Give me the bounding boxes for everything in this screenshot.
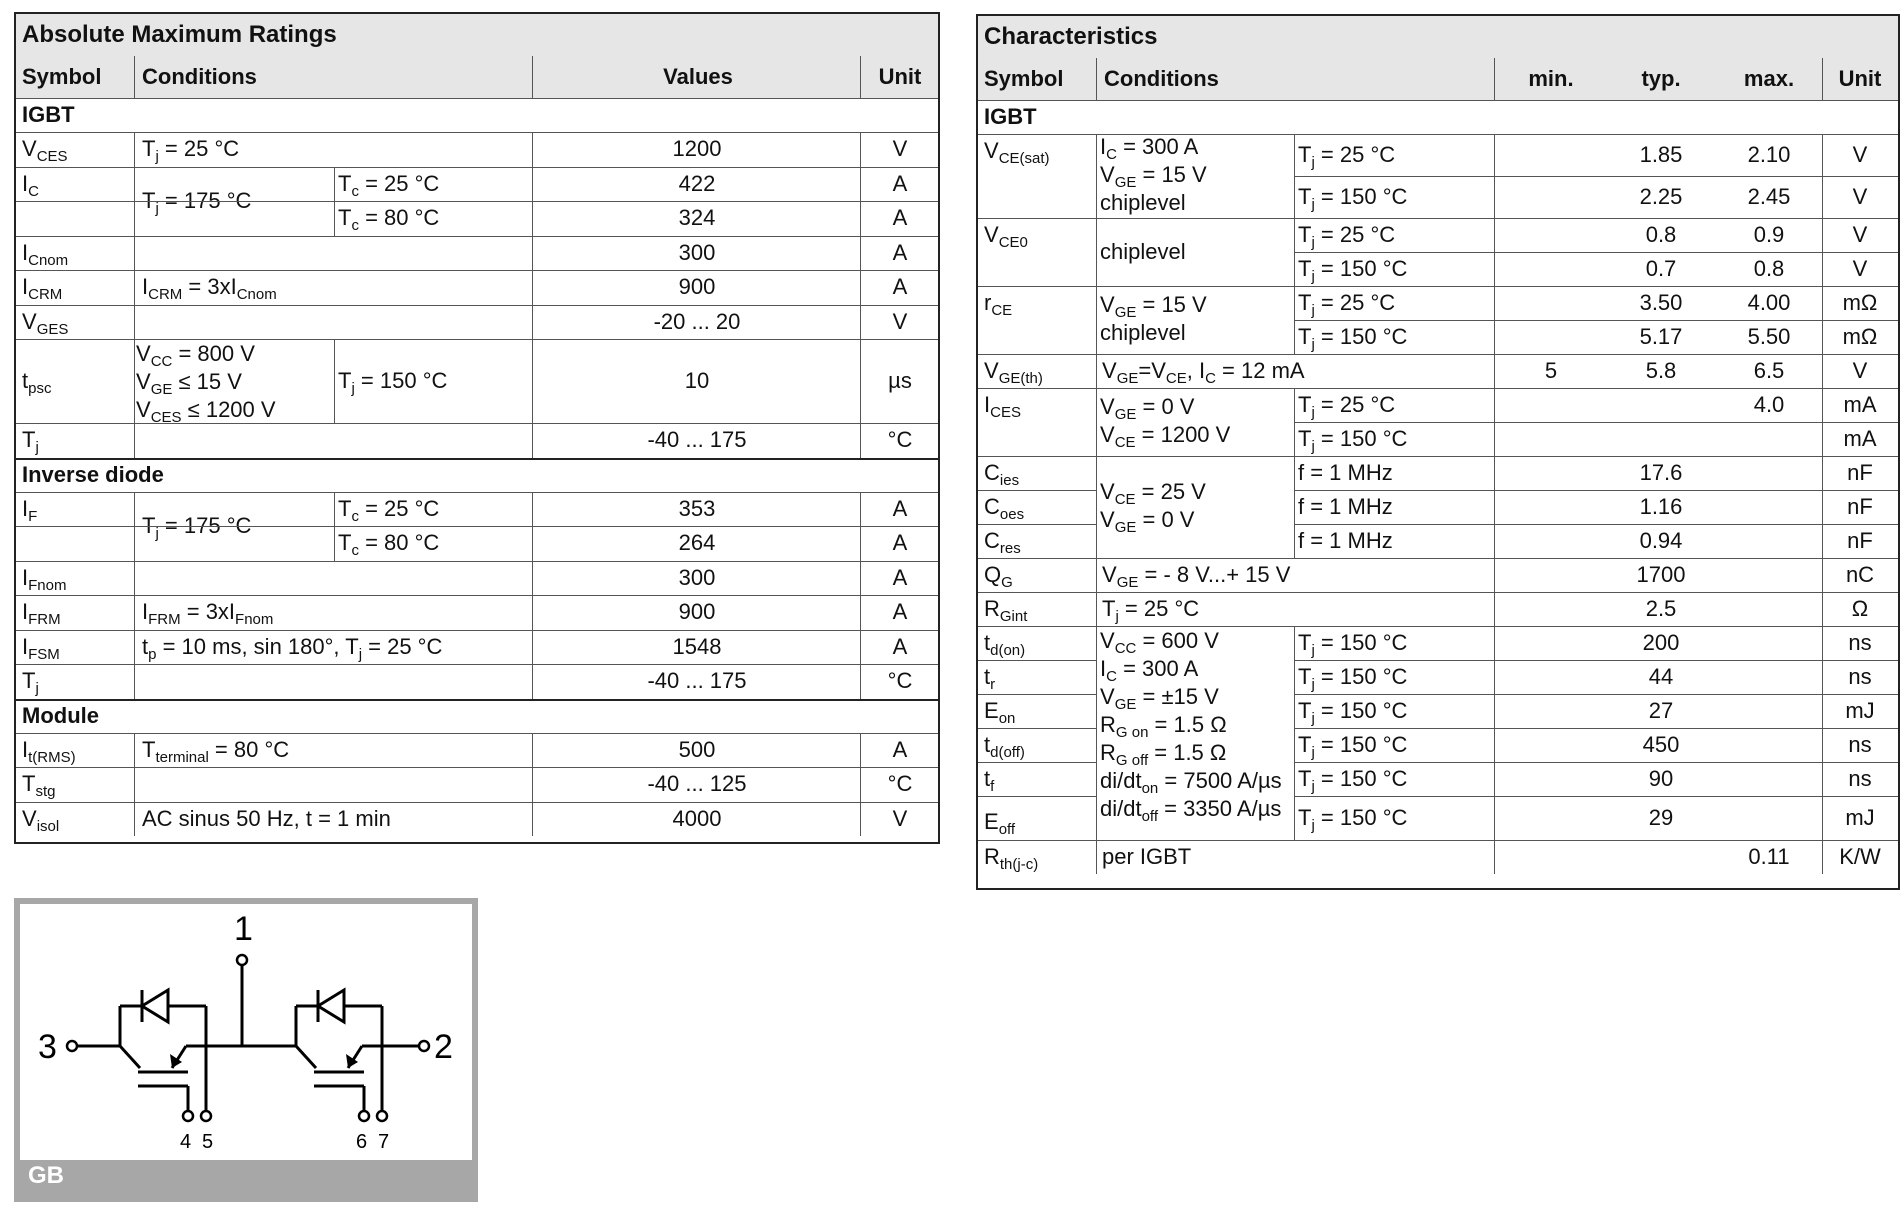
absolute-maximum-ratings-table (14, 12, 940, 844)
char-rth-condition: per IGBT (1102, 844, 1192, 869)
char-sw-0-unit: ns (1848, 630, 1872, 655)
char-vcesat-condition: $V_{GE} = 15$ V (1100, 162, 1207, 191)
char-vce0-temp-0: $T_j = 25$ °C (1298, 222, 1396, 251)
amr-igbt-ic-condition: $T_j = 175$ °C (142, 188, 252, 217)
char-header-max: max. (1743, 66, 1795, 91)
char-header-typ: typ. (1641, 66, 1681, 91)
char-vcesat-1-max: 2.45 (1747, 184, 1791, 209)
char-vcesat-0-max: 2.10 (1747, 142, 1791, 167)
amr-diode-row-0-condition-2: $T_c = 25$ °C (338, 495, 440, 525)
char-caps-0-unit: nF (1847, 460, 1873, 485)
char-sw-temp-2: $T_j = 150$ °C (1298, 698, 1408, 727)
char-vcesat-0-typ: 1.85 (1639, 142, 1683, 167)
char-rce-0-typ: 3.50 (1639, 290, 1683, 315)
char-vce0-0-unit: V (1852, 222, 1868, 247)
amr-igbt-row-6-condition: $V_{CC} = 800$ V (136, 341, 255, 370)
amr-diode-row-0-unit: A (892, 495, 908, 521)
char-ices-0-max: 4.0 (1753, 392, 1785, 417)
amr-header-unit: Unit (878, 64, 922, 89)
char-rgint-condition: $T_j = 25$ °C (1102, 596, 1200, 625)
amr-igbt-row-7-symbol: $T_j$ (22, 427, 39, 456)
amr-igbt-row-5-unit: V (892, 308, 908, 334)
amr-section-module: Module (22, 702, 99, 728)
amr-header-conditions: Conditions (142, 64, 257, 89)
amr-section-igbt: IGBT (22, 102, 75, 127)
char-vce0-symbol: $V_{CE0}$ (984, 222, 1028, 251)
char-sw-condition: $V_{GE} = \pm 15$ V (1100, 684, 1219, 713)
amr-diode-row-4-condition: $t_p = 10$ ms, sin 180°, $T_j = 25$ °C (142, 633, 443, 663)
amr-module-row-0-unit: A (892, 736, 908, 762)
amr-igbt-row-4-condition: $I_{CRM} = 3xI_{Cnom}$ (142, 274, 277, 303)
amr-diode-row-1-unit: A (892, 530, 908, 555)
pin-7-label: 7 (378, 1131, 390, 1153)
char-vce0-0-max: 0.9 (1753, 222, 1785, 247)
char-rce-symbol: $r_{CE}$ (984, 290, 1013, 319)
characteristics-table (976, 14, 1900, 890)
char-qg-symbol: $Q_G$ (984, 562, 1013, 591)
char-vce0-condition: chiplevel (1100, 239, 1186, 264)
char-vgeth-typ: 5.8 (1645, 358, 1677, 383)
char-header-conditions: Conditions (1104, 66, 1219, 91)
amr-module-row-1-symbol: $T_{stg}$ (22, 771, 56, 800)
char-ices-temp-0: $T_j = 25$ °C (1298, 392, 1396, 421)
char-rth-unit: K/W (1839, 844, 1881, 869)
amr-igbt-row-4-value: 900 (678, 274, 716, 299)
char-sw-temp-1: $T_j = 150$ °C (1298, 664, 1408, 693)
amr-igbt-row-3-symbol: $I_{Cnom}$ (22, 239, 69, 269)
char-vce0-1-max: 0.8 (1753, 256, 1785, 281)
char-vce0-1-typ: 0.7 (1645, 256, 1677, 281)
char-sw-condition: $R_{G on} = 1.5$ Ω (1100, 712, 1227, 741)
amr-diode-row-0-value: 353 (678, 495, 716, 521)
char-caps-2-unit: nF (1847, 528, 1873, 553)
char-sw-symbol-0: $t_{d(on)}$ (984, 630, 1026, 659)
pin-3-label: 3 (38, 1028, 57, 1066)
char-sw-2-unit: mJ (1845, 698, 1875, 723)
amr-diode-if-condition: $T_j = 175$ °C (142, 513, 252, 542)
char-ices-condition: $V_{GE} = 0$ V (1100, 394, 1195, 423)
amr-igbt-row-4-symbol: $I_{CRM}$ (22, 274, 63, 303)
char-sw-1-unit: ns (1848, 664, 1872, 689)
char-ices-1-unit: mA (1843, 426, 1877, 451)
char-sw-0-typ: 200 (1642, 630, 1680, 655)
char-sw-temp-3: $T_j = 150$ °C (1298, 732, 1408, 761)
char-caps-condition: $V_{GE} = 0$ V (1100, 507, 1195, 536)
char-rce-temp-1: $T_j = 150$ °C (1298, 324, 1408, 353)
char-caps-0-typ: 17.6 (1639, 460, 1683, 485)
char-rce-0-unit: mΩ (1842, 290, 1878, 315)
char-vcesat-symbol: $V_{CE(sat)}$ (984, 138, 1050, 167)
amr-module-row-2-symbol: $V_{isol}$ (22, 805, 60, 835)
amr-igbt-row-0-condition: $T_j = 25$ °C (142, 136, 240, 165)
pin-5-label: 5 (202, 1131, 214, 1153)
char-qg-typ: 1700 (1636, 562, 1686, 587)
char-rce-1-typ: 5.17 (1639, 324, 1683, 349)
char-section-igbt: IGBT (984, 104, 1037, 129)
char-caps-symbol-1: $C_{oes}$ (984, 494, 1025, 523)
char-sw-condition: $di/dt_{off} = 3350$ A/µs (1100, 796, 1282, 825)
char-sw-4-unit: ns (1848, 766, 1872, 791)
char-caps-symbol-2: $C_{res}$ (984, 528, 1021, 557)
char-vgeth-symbol: $V_{GE(th)}$ (984, 358, 1043, 387)
char-ices-symbol: $I_{CES}$ (984, 392, 1021, 421)
char-rce-condition: $V_{GE} = 15$ V (1100, 292, 1207, 321)
char-sw-4-typ: 90 (1648, 766, 1674, 791)
char-sw-symbol-2: $E_{on}$ (984, 698, 1016, 727)
amr-igbt-row-2-condition-2: $T_c = 80$ °C (338, 205, 440, 234)
amr-igbt-row-6-condition: $V_{CES} \le 1200$ V (136, 397, 276, 426)
amr-igbt-row-2-unit: A (892, 205, 908, 230)
amr-diode-row-4-unit: A (892, 633, 908, 659)
amr-igbt-row-7-unit: °C (887, 427, 913, 452)
char-rce-1-unit: mΩ (1842, 324, 1878, 349)
amr-module-row-0-value: 500 (678, 736, 716, 762)
char-caps-1-unit: nF (1847, 494, 1873, 519)
amr-header-symbol: Symbol (22, 64, 102, 89)
char-vcesat-0-unit: V (1852, 142, 1868, 167)
char-sw-condition: $V_{CC} = 600$ V (1100, 628, 1219, 657)
char-rgint-symbol: $R_{Gint}$ (984, 596, 1028, 625)
amr-diode-row-3-symbol: $I_{FRM}$ (22, 599, 61, 628)
amr-igbt-row-6-unit: µs (888, 368, 912, 393)
char-ices-0-unit: mA (1843, 392, 1877, 417)
amr-diode-row-3-condition: $I_{FRM} = 3xI_{Fnom}$ (142, 599, 274, 628)
amr-igbt-row-6-symbol: $t_{psc}$ (22, 368, 52, 397)
char-rce-1-max: 5.50 (1747, 324, 1791, 349)
amr-diode-row-2-unit: A (892, 564, 908, 590)
char-rce-temp-0: $T_j = 25$ °C (1298, 290, 1396, 319)
char-qg-unit: nC (1845, 562, 1875, 587)
char-ices-temp-1: $T_j = 150$ °C (1298, 426, 1408, 455)
char-sw-3-typ: 450 (1642, 732, 1680, 757)
amr-title: Absolute Maximum Ratings (22, 21, 337, 48)
package-label: GB (28, 1162, 64, 1189)
amr-diode-row-5-unit: °C (887, 668, 913, 693)
char-vcesat-condition: $I_C = 300$ A (1100, 134, 1199, 163)
char-vce0-0-typ: 0.8 (1645, 222, 1677, 247)
amr-diode-row-0-symbol: $I_F$ (22, 495, 38, 525)
amr-module-row-2-condition: AC sinus 50 Hz, t = 1 min (142, 805, 391, 831)
char-vgeth-min: 5 (1544, 358, 1558, 383)
amr-diode-row-5-value: -40 ... 175 (647, 668, 747, 693)
char-rth-max: 0.11 (1748, 844, 1790, 869)
char-sw-condition: $I_C = 300$ A (1100, 656, 1199, 685)
char-sw-2-typ: 27 (1648, 698, 1674, 723)
amr-igbt-row-6-condition: $V_{GE} \le 15$ V (136, 369, 242, 398)
char-title: Characteristics (984, 23, 1158, 50)
amr-diode-row-3-value: 900 (678, 599, 716, 624)
pin-4-label: 4 (180, 1131, 192, 1153)
amr-igbt-row-0-value: 1200 (672, 136, 722, 161)
char-rgint-unit: Ω (1851, 596, 1869, 621)
char-vcesat-1-typ: 2.25 (1639, 184, 1683, 209)
char-header-symbol: Symbol (984, 66, 1064, 91)
char-vcesat-1-unit: V (1852, 184, 1868, 209)
char-vce0-1-unit: V (1852, 256, 1868, 281)
amr-diode-row-1-value: 264 (678, 530, 716, 555)
amr-igbt-row-7-value: -40 ... 175 (647, 427, 747, 452)
char-vcesat-temp-0: $T_j = 25$ °C (1298, 142, 1396, 171)
char-sw-condition: $R_{G off} = 1.5$ Ω (1100, 740, 1227, 769)
amr-igbt-row-6-condition-2: $T_j = 150$ °C (338, 368, 448, 397)
char-ices-condition: $V_{CE} = 1200$ V (1100, 422, 1231, 451)
pin-2-label: 2 (434, 1028, 453, 1066)
amr-igbt-row-3-value: 300 (678, 239, 716, 265)
char-caps-symbol-0: $C_{ies}$ (984, 460, 1020, 489)
char-caps-temp-2: f = 1 MHz (1298, 528, 1393, 553)
amr-module-row-1-value: -40 ... 125 (647, 771, 747, 796)
amr-igbt-row-3-unit: A (892, 239, 908, 265)
char-sw-3-unit: ns (1848, 732, 1872, 757)
char-caps-temp-1: f = 1 MHz (1298, 494, 1393, 519)
char-sw-temp-5: $T_j = 150$ °C (1298, 805, 1408, 834)
amr-igbt-row-1-value: 422 (678, 170, 716, 196)
char-sw-temp-0: $T_j = 150$ °C (1298, 630, 1408, 659)
amr-section-inverse-diode: Inverse diode (22, 461, 164, 487)
char-sw-symbol-3: $t_{d(off)}$ (984, 732, 1025, 761)
circuit-schematic (20, 904, 472, 1160)
amr-diode-row-1-condition-2: $T_c = 80$ °C (338, 530, 440, 559)
char-sw-symbol-5: $E_{off}$ (984, 809, 1016, 838)
amr-diode-row-2-symbol: $I_{Fnom}$ (22, 564, 67, 594)
amr-igbt-row-5-symbol: $V_{GES}$ (22, 308, 69, 338)
amr-module-row-2-value: 4000 (672, 805, 722, 831)
char-sw-symbol-4: $t_f$ (984, 766, 995, 795)
amr-diode-row-5-symbol: $T_j$ (22, 668, 39, 697)
amr-igbt-row-1-symbol: $I_C$ (22, 170, 39, 200)
pin-1-label: 1 (234, 910, 253, 948)
char-caps-1-typ: 1.16 (1639, 494, 1683, 519)
amr-igbt-row-5-value: -20 ... 20 (653, 308, 741, 334)
amr-igbt-row-1-unit: A (892, 170, 908, 196)
char-sw-1-typ: 44 (1648, 664, 1674, 689)
amr-igbt-row-0-unit: V (892, 136, 908, 161)
amr-module-row-1-unit: °C (887, 771, 913, 796)
amr-module-row-0-symbol: $I_{t(RMS)}$ (22, 736, 76, 766)
char-sw-5-unit: mJ (1845, 805, 1875, 830)
char-qg-condition: $V_{GE}$ = - 8 V...+ 15 V (1102, 562, 1291, 591)
char-rce-condition: chiplevel (1100, 320, 1186, 345)
amr-igbt-row-6-value: 10 (684, 368, 710, 393)
char-sw-condition: $di/dt_{on} = 7500$ A/µs (1100, 768, 1282, 797)
amr-diode-row-4-value: 1548 (672, 633, 722, 659)
amr-diode-row-2-value: 300 (678, 564, 716, 590)
char-sw-5-typ: 29 (1648, 805, 1674, 830)
amr-igbt-row-2-value: 324 (678, 205, 716, 230)
amr-diode-row-4-symbol: $I_{FSM}$ (22, 633, 60, 663)
char-vgeth-max: 6.5 (1753, 358, 1785, 383)
char-rgint-typ: 2.5 (1645, 596, 1677, 621)
char-vcesat-condition: chiplevel (1100, 190, 1186, 215)
char-rce-0-max: 4.00 (1747, 290, 1791, 315)
amr-header-values: Values (663, 64, 733, 89)
char-caps-temp-0: f = 1 MHz (1298, 460, 1393, 485)
amr-diode-row-3-unit: A (892, 599, 908, 624)
char-vgeth-condition: $V_{GE}=V_{CE}$, $I_C = 12$ mA (1102, 358, 1305, 387)
amr-igbt-row-1-condition-2: $T_c = 25$ °C (338, 170, 440, 200)
char-header-unit: Unit (1838, 66, 1882, 91)
pin-6-label: 6 (356, 1131, 368, 1153)
char-vcesat-temp-1: $T_j = 150$ °C (1298, 184, 1408, 213)
module-circuit-diagram (14, 898, 478, 1202)
char-caps-2-typ: 0.94 (1639, 528, 1683, 553)
char-vce0-temp-1: $T_j = 150$ °C (1298, 256, 1408, 285)
amr-module-row-2-unit: V (892, 805, 908, 831)
char-header-min: min. (1528, 66, 1574, 91)
amr-igbt-row-4-unit: A (892, 274, 908, 299)
char-caps-condition: $V_{CE} = 25$ V (1100, 479, 1206, 508)
amr-module-row-0-condition: $T_{terminal} = 80$ °C (142, 736, 290, 766)
amr-igbt-row-0-symbol: $V_{CES}$ (22, 136, 68, 165)
char-sw-temp-4: $T_j = 150$ °C (1298, 766, 1408, 795)
char-vgeth-unit: V (1852, 358, 1868, 383)
char-rth-symbol: $R_{th(j-c)}$ (984, 844, 1039, 873)
char-sw-symbol-1: $t_r$ (984, 664, 996, 693)
